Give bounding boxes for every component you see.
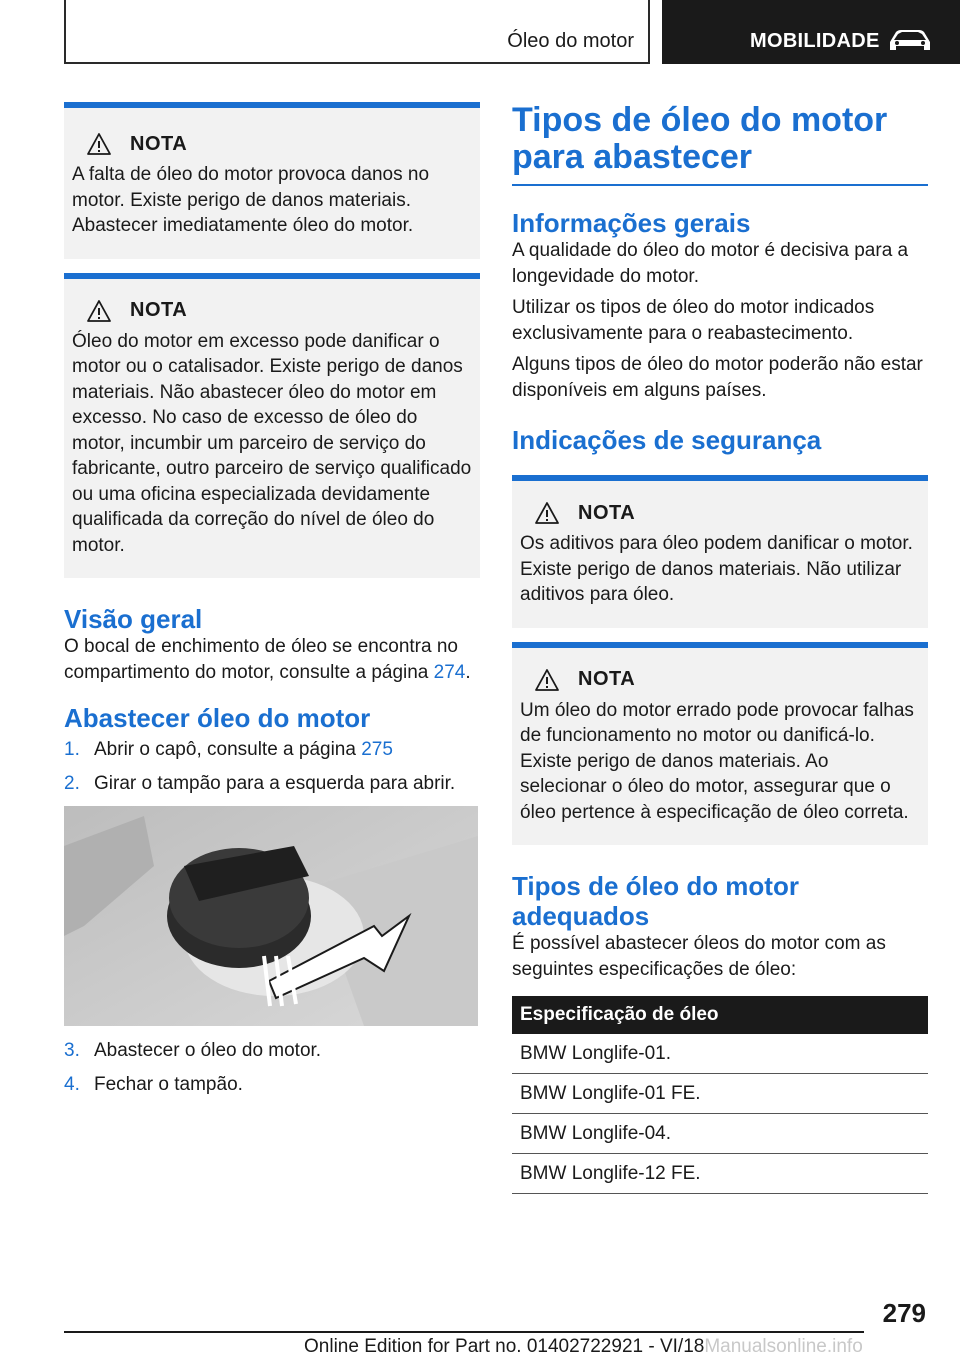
step-number: 2. [64, 772, 80, 794]
step-number: 1. [64, 739, 80, 760]
oil-spec-table [512, 996, 928, 1194]
overview-text-body: O bocal de enchimento de óleo se encontra no compartimento do motor, consulte a página [64, 636, 458, 683]
page-ref-link[interactable]: 275 [361, 739, 393, 760]
header-chapter-box [662, 0, 960, 64]
watermark-text: Manualsonline.info [704, 1336, 863, 1357]
note-header [534, 501, 920, 525]
right-column [512, 102, 928, 1194]
note-box [64, 102, 480, 259]
note-header [86, 299, 472, 323]
step-number: 3. [64, 1040, 80, 1061]
section-heading-safety: Indicações de segurança [512, 425, 822, 455]
steps-list [64, 1038, 480, 1097]
note-title: NOTA [578, 501, 636, 524]
left-column [64, 102, 480, 1105]
steps-list [64, 737, 480, 796]
step-text: Abastecer o óleo do motor. [94, 1040, 322, 1061]
note-box [512, 475, 928, 628]
table-header-row [512, 996, 928, 1034]
table-cell: BMW Longlife-04. [512, 1114, 928, 1154]
section-heading-general: Informações gerais [512, 208, 751, 238]
general-text-3: Alguns tipos de óleo do motor poderão não estar disponíveis em alguns países. [512, 354, 923, 401]
list-item [64, 771, 480, 797]
table-row [512, 1154, 928, 1194]
table-header: Especificação de óleo [512, 996, 928, 1034]
section-heading-suitable: Tipos de óleo do motor adequados [512, 871, 799, 931]
header-section-title: Óleo do motor [507, 30, 634, 52]
note-box [64, 273, 480, 579]
note-text: Um óleo do motor errado pode provocar falhas de funcionamento no motor ou danificá-lo. Existe perigo de danos materiais. Ao selecionar o óleo do motor, assegurar que o óleo pertence à especificação de óleo correta. [520, 699, 914, 823]
edition-text: Online Edition for Part no. 01402722921 - VI/18 [304, 1336, 705, 1357]
step-text-body: Abrir o capô, consulte a página [94, 739, 356, 760]
note-header [534, 668, 920, 692]
step-text: Girar o tampão para a esquerda para abrir. [94, 772, 456, 794]
warning-triangle-icon [534, 668, 560, 692]
list-item [64, 1072, 480, 1098]
table-cell: BMW Longlife-01. [512, 1034, 928, 1074]
list-item [64, 1038, 480, 1064]
table-row [512, 1034, 928, 1074]
page-title: Tipos de óleo do motor para abastecer [512, 102, 928, 186]
section-heading-refill: Abastecer óleo do motor [64, 703, 371, 733]
footer-divider [64, 1331, 864, 1333]
step-text: Fechar o tampão. [94, 1073, 243, 1095]
table-row [512, 1074, 928, 1114]
header-section-box [64, 0, 650, 64]
footer-edition [304, 1336, 863, 1358]
table-row [512, 1114, 928, 1154]
note-header [86, 132, 472, 156]
general-text-2: Utilizar os tipos de óleo do motor indicados exclusivamente para o reabastecimento. [512, 297, 875, 344]
section-heading-overview: Visão geral [64, 604, 203, 634]
note-text: Óleo do motor em excesso pode danificar o motor ou o catalisador. Existe perigo de danos materiais. Não abastecer óleo do motor em excesso. No caso de excesso de óleo do motor, incumbir um parceiro de serviço do fabricante, outro parceiro de serviço qualificado ou uma oficina especializada devidamente qualificada da correção do nível de óleo do motor. [72, 330, 472, 556]
car-icon [886, 28, 934, 54]
table-cell: BMW Longlife-12 FE. [512, 1154, 928, 1194]
overview-suffix: . [465, 661, 471, 683]
note-box [512, 642, 928, 846]
note-title: NOTA [130, 132, 188, 155]
warning-triangle-icon [534, 501, 560, 525]
step-number: 4. [64, 1073, 80, 1095]
page-ref-link[interactable]: 274 [433, 661, 466, 683]
warning-triangle-icon [86, 132, 112, 156]
note-title: NOTA [578, 668, 636, 690]
oil-cap-photo [64, 806, 478, 1026]
oil-cap-illustration [64, 806, 478, 1026]
table-cell: BMW Longlife-01 FE. [512, 1074, 928, 1114]
note-text: A falta de óleo do motor provoca danos no motor. Existe perigo de danos materiais. Abastecer imediatamente óleo do motor. [72, 164, 430, 236]
suitable-text: É possível abastecer óleos do motor com as seguintes especificações de óleo: [512, 933, 886, 980]
header-chapter-title: MOBILIDADE [750, 30, 880, 52]
overview-text [64, 634, 480, 685]
general-text-1: A qualidade do óleo do motor é decisiva para a longevidade do motor. [512, 240, 909, 287]
list-item [64, 737, 480, 763]
step-text [94, 737, 393, 763]
note-text: Os aditivos para óleo podem danificar o motor. Existe perigo de danos materiais. Não utilizar aditivos para óleo. [520, 533, 913, 605]
warning-triangle-icon [86, 299, 112, 323]
note-title: NOTA [130, 299, 188, 321]
page-number: 279 [882, 1298, 926, 1328]
